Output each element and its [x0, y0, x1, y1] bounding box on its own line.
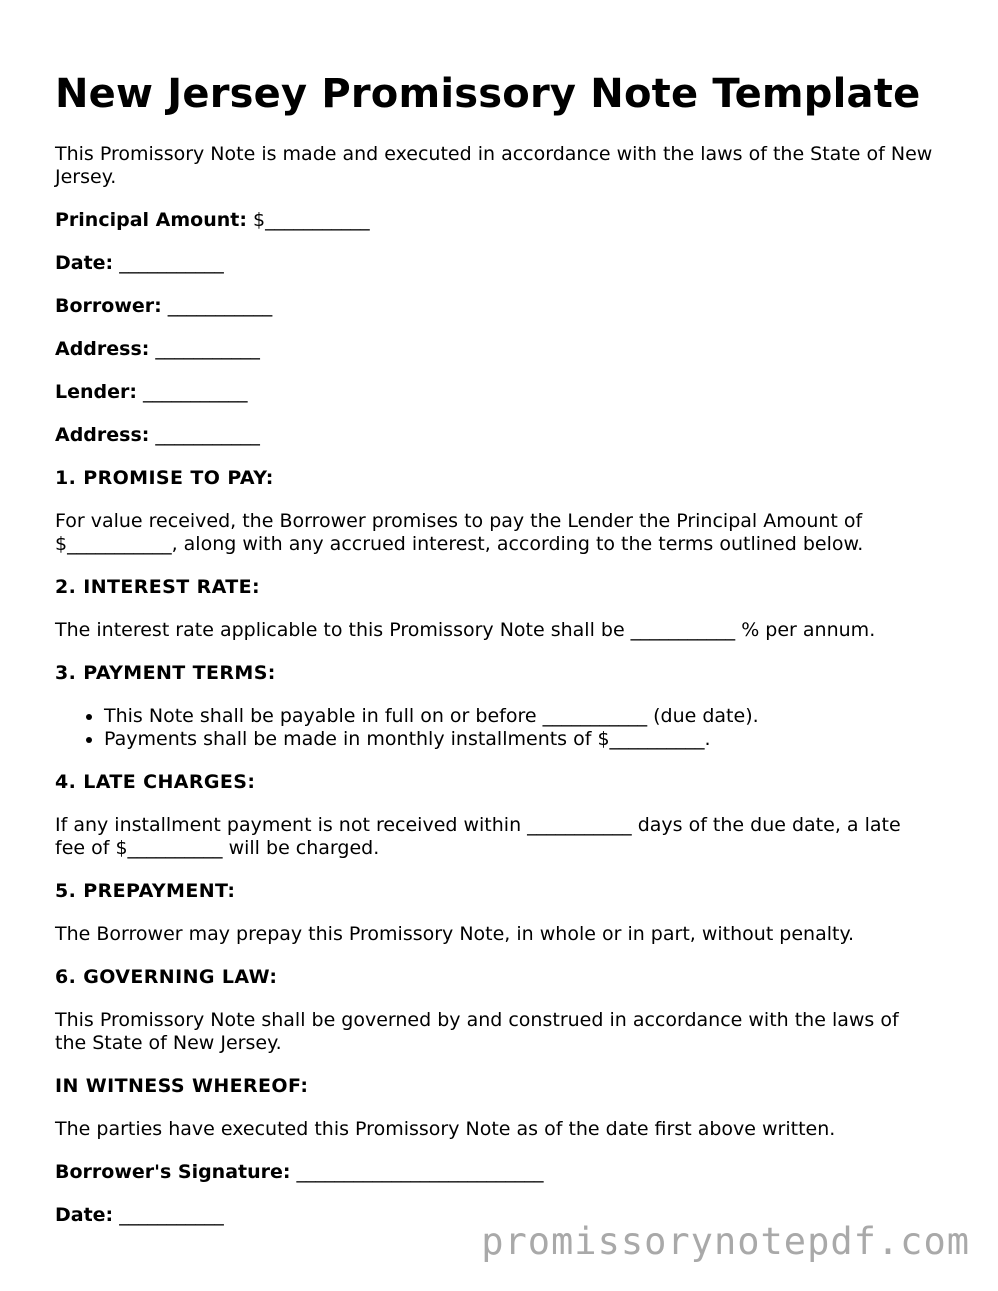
- list-item: • Payments shall be made in monthly installments of $__________.: [104, 728, 935, 751]
- payment-terms-heading: 3. PAYMENT TERMS:: [55, 662, 276, 684]
- principal-amount-field: [55, 209, 935, 232]
- field-blank: ___________: [149, 424, 260, 446]
- intro-paragraph: This Promissory Note is made and executed in accordance with the laws of the State of New Jersey.: [55, 143, 933, 188]
- borrower-field: [55, 295, 935, 318]
- list-item: • This Note shall be payable in full on or before ___________ (due date).: [104, 705, 935, 728]
- prepayment-text: The Borrower may prepay this Promissory Note, in whole or in part, without penalty.: [55, 923, 855, 945]
- field-label: Date:: [55, 1204, 114, 1226]
- payment-terms-list: [55, 705, 935, 751]
- lender-field: [55, 381, 935, 404]
- promise-to-pay-text: For value received, the Borrower promises to pay the Lender the Principal Amount of $___________, along with any accrued interest, according to the terms outlined below.: [55, 510, 864, 555]
- borrower-address-field: [55, 338, 935, 361]
- promise-to-pay-heading: 1. PROMISE TO PAY:: [55, 467, 274, 489]
- governing-law-text: This Promissory Note shall be governed by and construed in accordance with the laws of the State of New Jersey.: [55, 1009, 899, 1054]
- field-label: Address:: [55, 338, 150, 360]
- field-blank: ___________: [161, 295, 273, 317]
- interest-rate-text: The interest rate applicable to this Promissory Note shall be ___________ % per annum.: [55, 619, 876, 641]
- field-label: Date:: [55, 252, 114, 274]
- field-blank: ___________: [136, 381, 248, 403]
- field-blank: ___________: [149, 338, 260, 360]
- interest-rate-heading: 2. INTEREST RATE:: [55, 576, 261, 598]
- field-blank: ___________: [113, 252, 224, 274]
- watermark: promissorynotepdf.com: [481, 1220, 970, 1263]
- borrower-signature-field: [55, 1161, 935, 1184]
- document-page: [55, 0, 935, 1227]
- late-charges-heading: 4. LATE CHARGES:: [55, 771, 256, 793]
- field-label: Borrower:: [55, 295, 162, 317]
- prepayment-heading: 5. PREPAYMENT:: [55, 880, 236, 902]
- field-label: Lender:: [55, 381, 137, 403]
- lender-address-field: [55, 424, 935, 447]
- field-blank: ___________: [113, 1204, 224, 1226]
- witness-heading: IN WITNESS WHEREOF:: [55, 1075, 309, 1097]
- date-field: [55, 252, 935, 275]
- late-charges-text: If any installment payment is not received within ___________ days of the due date, a late fee of $__________ will be charged.: [55, 814, 901, 859]
- field-label: Borrower's Signature:: [55, 1161, 291, 1183]
- field-blank: $___________: [246, 209, 370, 231]
- field-blank: __________________________: [290, 1161, 544, 1183]
- witness-text: The parties have executed this Promissory Note as of the date first above written.: [55, 1118, 836, 1140]
- field-label: Principal Amount:: [55, 209, 247, 231]
- governing-law-heading: 6. GOVERNING LAW:: [55, 966, 278, 988]
- field-label: Address:: [55, 424, 150, 446]
- document-title: New Jersey Promissory Note Template: [55, 71, 921, 117]
